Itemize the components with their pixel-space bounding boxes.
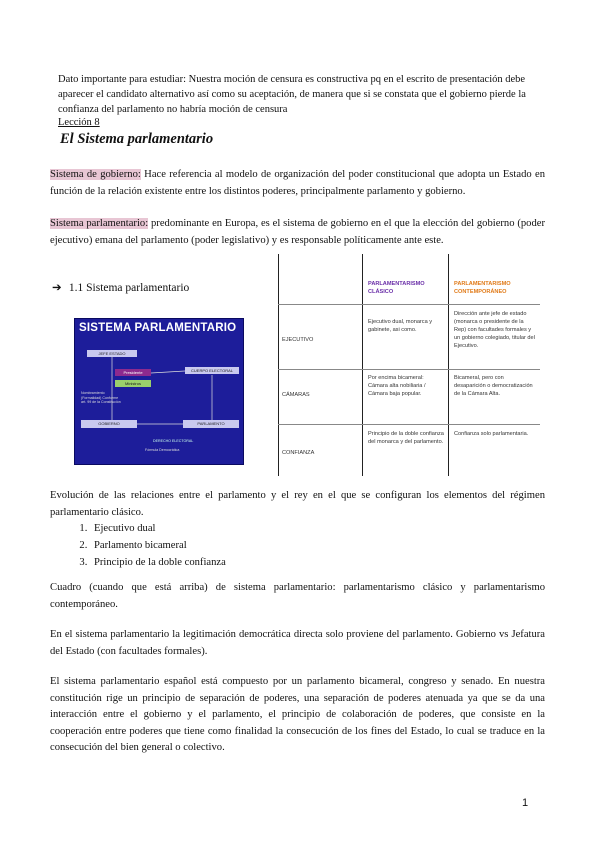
term-sistema-gobierno: Sistema de gobierno: [50,169,141,180]
table-rule [278,424,540,425]
table-row-label: EJECUTIVO [282,337,314,343]
table-header-clasico: PARLAMENTARISMO CLÁSICO [368,281,425,295]
lesson-label: Lección 8 [58,117,100,128]
table-rule [278,304,540,305]
slide-title: SISTEMA PARLAMENTARIO [79,322,237,334]
paragraph-sistema-espanol: El sistema parlamentario español está compuesto por un parlamento bicameral, congreso y senado. En nuestra constitución rige un principio de separación de poderes, una separación de poderes atenuada ya que se da una interacción entre el gobierno y el parlamento, el principio de colaboración de poderes, que consiste en la cooperación entre poderes que tiene como finalidad la consecución de los fines del Estado, lo cual se traduce en la consecución del bien general o colectivo. [50,676,545,753]
section-label: 1.1 Sistema parlamentario [68,282,190,294]
definition-text: Hace referencia al modelo de organización del poder constitucional que adopta un Estado en función de la relación existente entre los distintos poderes, principalmente parlamento y gobierno. [50,169,545,197]
table-cell: Dirección ante jefe de estado (monarca o presidente de la Rep) con facultades formales y un gobierno colegiado, titular del Ejecutivo. [454,311,535,349]
comparison-table [278,254,540,476]
term-sistema-parlamentario: Sistema parlamentario: [50,218,149,229]
table-divider [278,254,279,476]
table-divider [448,254,449,476]
paragraph-cuadro: Cuadro (cuando que está arriba) de sistema parlamentario: parlamentarismo clásico y parlamentarismo contemporáneo. [50,582,545,610]
table-cell: Confianza solo parlamentaria. [454,431,529,437]
table-cell: Por encima bicameral: Cámara alta nobiliaria / Cámara baja popular. [368,375,426,397]
paragraph-evolucion: Evolución de las relaciones entre el parlamento y el rey en el que se configuran los elementos del régimen parlamentario clásico. [50,490,545,518]
arrow-icon: ➔ [52,282,62,294]
slide-box-jefe-estado: JEFE ESTADO [87,350,137,357]
table-divider [362,254,363,476]
table-rule [278,369,540,370]
paragraph-legitimacion: En el sistema parlamentario la legitimación democrática directa solo proviene del parlamento. Gobierno vs Jefatura del Estado (con facultades formales). [50,629,545,657]
slide-box-cuerpo-electoral: CUERPO ELECTORAL [185,367,239,374]
definition-text: predominante en Europa, es el sistema de gobierno en el que la elección del gobierno (poder ejecutivo) emana del parlamento (poder legislativo) y es responsable políticamente ante este. [50,218,545,246]
definition-sistema-gobierno [50,167,545,200]
slide-left-note: Nombramiento (Formalidad) Conforme art. 99 de la Constitución [81,391,121,404]
slide-box-parlamento: PARLAMENTO [183,420,239,428]
section-heading [52,280,189,294]
slide-box-gobierno: GOBIERNO [81,420,137,428]
table-cell: Ejecutivo dual, monarca y gabinete, asi como. [368,319,433,333]
table-cell: Principio de la doble confianza del monarca y del parlamento. [368,431,444,445]
table-header-contemporaneo: PARLAMENTARISMO CONTEMPORÁNEO [454,281,511,295]
slide-connectors [75,319,243,464]
table-cell: Bicameral, pero con desaparición o democratización de la Cámara Alta. [454,375,533,397]
list-item: 1. Ejecutivo dual [90,520,226,537]
list-item: 3. Principio de la doble confianza [90,554,226,571]
table-row-label: CONFIANZA [282,450,315,456]
page-title: El Sistema parlamentario [60,131,214,147]
list-item: 2. Parlamento bicameral [90,537,226,554]
slide-bottom-label: Fórmula Democrática [145,448,180,452]
slide-image [74,318,244,465]
table-row-label: CÁMARAS [282,392,310,398]
elements-list [72,520,226,571]
page-number: 1 [522,797,529,809]
slide-bottom-label: DERECHO ELECTORAL [153,439,194,443]
slide-box-presidente: Presidente [115,369,151,376]
slide-box-ministros: Ministros [115,380,151,387]
definition-sistema-parlamentario [50,216,545,249]
study-note: Dato importante para estudiar: Nuestra moción de censura es constructiva pq en el escrito de presentación debe aparecer el candidato alternativo así como su aceptación, de manera que si se constata que el gobierno pierde la confianza del parlamento no habría moción de censura [58,74,526,115]
